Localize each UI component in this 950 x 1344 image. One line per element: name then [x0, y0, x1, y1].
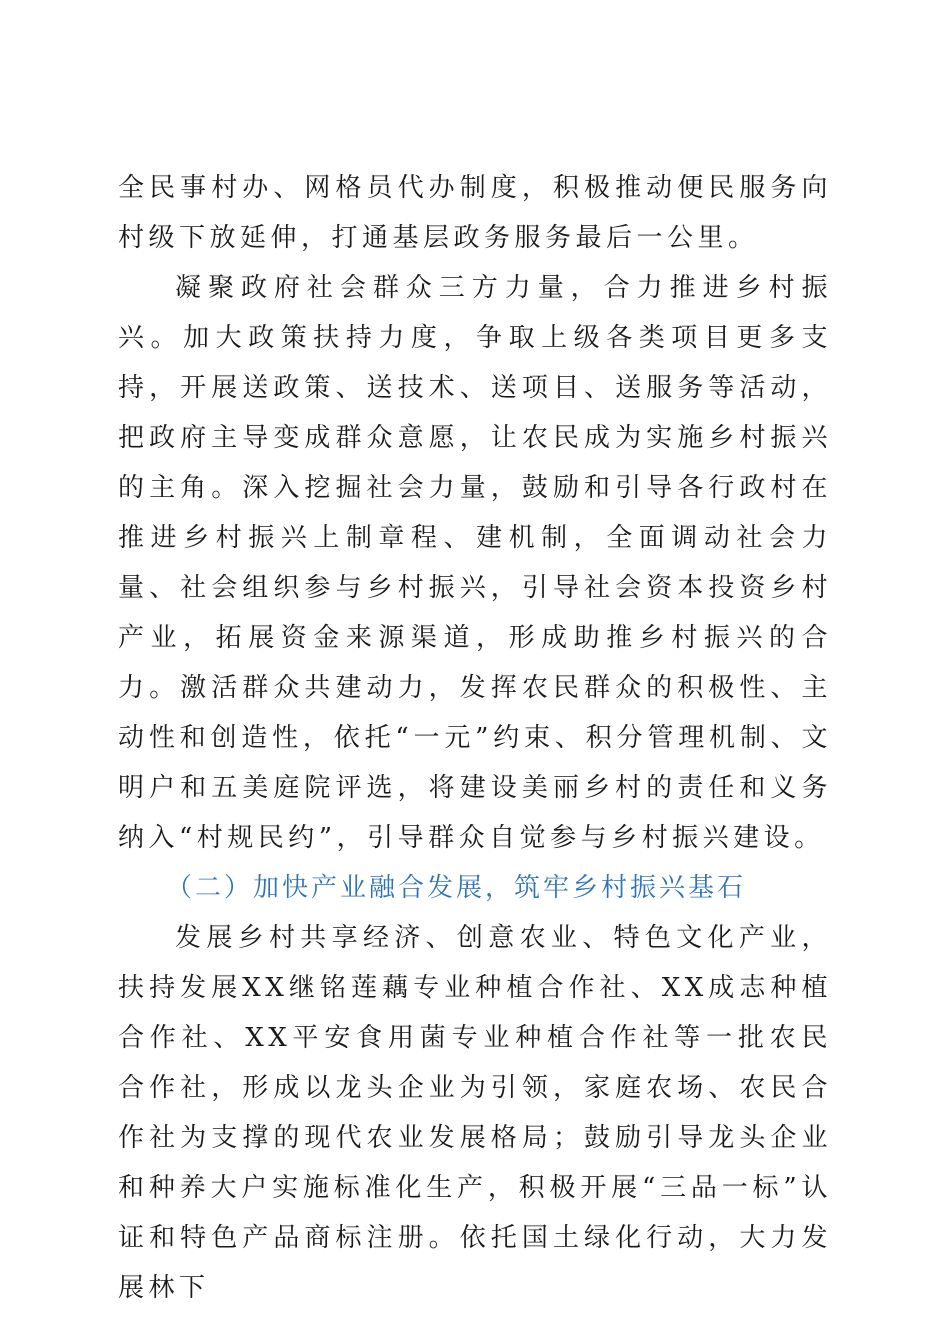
section-heading: （二）加快产业融合发展，筑牢乡村振兴基石 [166, 873, 747, 903]
paragraph-joint-forces: 凝聚政府社会群众三方力量，合力推进乡村振兴。加大政策扶持力度，争取上级各类项目更多支持，开展送政策、送技术、送项目、送服务等活动，把政府主导变成群众意愿，让农民成为实施乡村振兴的主角。深入挖掘社会力量，鼓励和引导各行政村在推进乡村振兴上制章程、建机制，全面调动社会力量、社会组织参与乡村振兴，引导社会资本投资乡村产业，拓展资金来源渠道，形成助推乡村振兴的合力。激活群众共建动力，发挥农民群众的积极性、主动性和创造性，依托“一元”约束、积分管理机制、文明户和五美庭院评选，将建设美丽乡村的责任和义务纳入“村规民约”，引导群众自觉参与乡村振兴建设。 [118, 273, 832, 853]
paragraph-industry-development: 发展乡村共享经济、创意农业、特色文化产业，扶持发展XX继铭莲藕专业种植合作社、XX成志种植合作社、XX平安食用菌专业种植合作社等一批农民合作社，形成以龙头企业为引领，家庭农场、农民合作社为支撑的现代农业发展格局；鼓励引导龙头企业和种养大户实施标准化生产，积极开展“三品一标”认证和特色产品商标注册。依托国土绿化行动，大力发展林下 [118, 923, 832, 1303]
document-body [118, 163, 832, 1313]
paragraph-continuation: 全民事村办、网格员代办制度，积极推动便民服务向村级下放延伸，打通基层政务服务最后一公里。 [118, 173, 832, 253]
